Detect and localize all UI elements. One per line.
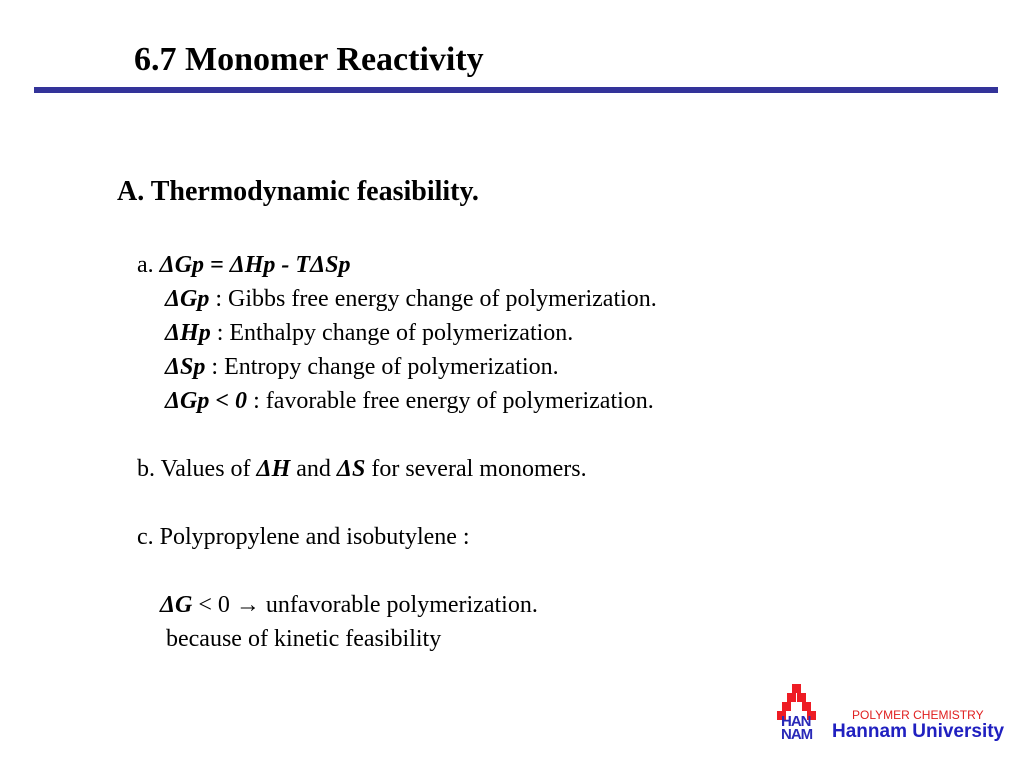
definition-text: : Enthalpy change of polymerization. bbox=[210, 320, 574, 346]
term: ΔGp bbox=[165, 286, 210, 312]
definition-text: : favorable free energy of polymerization. bbox=[247, 388, 654, 414]
item-prefix: a. bbox=[137, 252, 160, 278]
definition bbox=[165, 389, 654, 413]
hannam-logo bbox=[778, 684, 1008, 744]
definition-text: : Entropy change of polymerization. bbox=[205, 354, 559, 380]
text: and bbox=[290, 456, 337, 482]
logo-han: HAN bbox=[781, 713, 811, 730]
definition-text: : Gibbs free energy change of polymerization. bbox=[209, 286, 657, 312]
logo-nam: NAM bbox=[781, 726, 813, 743]
term: ΔS bbox=[336, 456, 366, 482]
item-c-note: because of kinetic feasibility bbox=[166, 626, 442, 652]
definition bbox=[165, 355, 559, 379]
term: ΔG bbox=[160, 592, 193, 618]
text: for several monomers. bbox=[365, 456, 587, 482]
university-name: Hannam University bbox=[832, 721, 1005, 742]
term: ΔH bbox=[256, 456, 291, 482]
slide-title: 6.7 Monomer Reactivity bbox=[134, 41, 484, 78]
text: b. Values of bbox=[137, 456, 257, 482]
definition bbox=[165, 287, 657, 311]
equation: ΔGp = ΔHp - TΔSp bbox=[159, 252, 351, 278]
department-label: POLYMER CHEMISTRY bbox=[852, 708, 984, 722]
definition bbox=[165, 321, 573, 345]
term: ΔHp bbox=[165, 320, 211, 346]
equation-line bbox=[137, 253, 350, 277]
text: < 0 → unfavorable polymerization. bbox=[192, 592, 538, 618]
term: ΔSp bbox=[165, 354, 206, 380]
section-heading: A. Thermodynamic feasibility. bbox=[117, 176, 479, 207]
title-divider bbox=[34, 87, 998, 93]
item-c: c. Polypropylene and isobutylene : bbox=[137, 524, 470, 550]
term: ΔGp < 0 bbox=[165, 388, 248, 414]
item-c-statement bbox=[160, 593, 538, 617]
item-b bbox=[137, 457, 587, 481]
